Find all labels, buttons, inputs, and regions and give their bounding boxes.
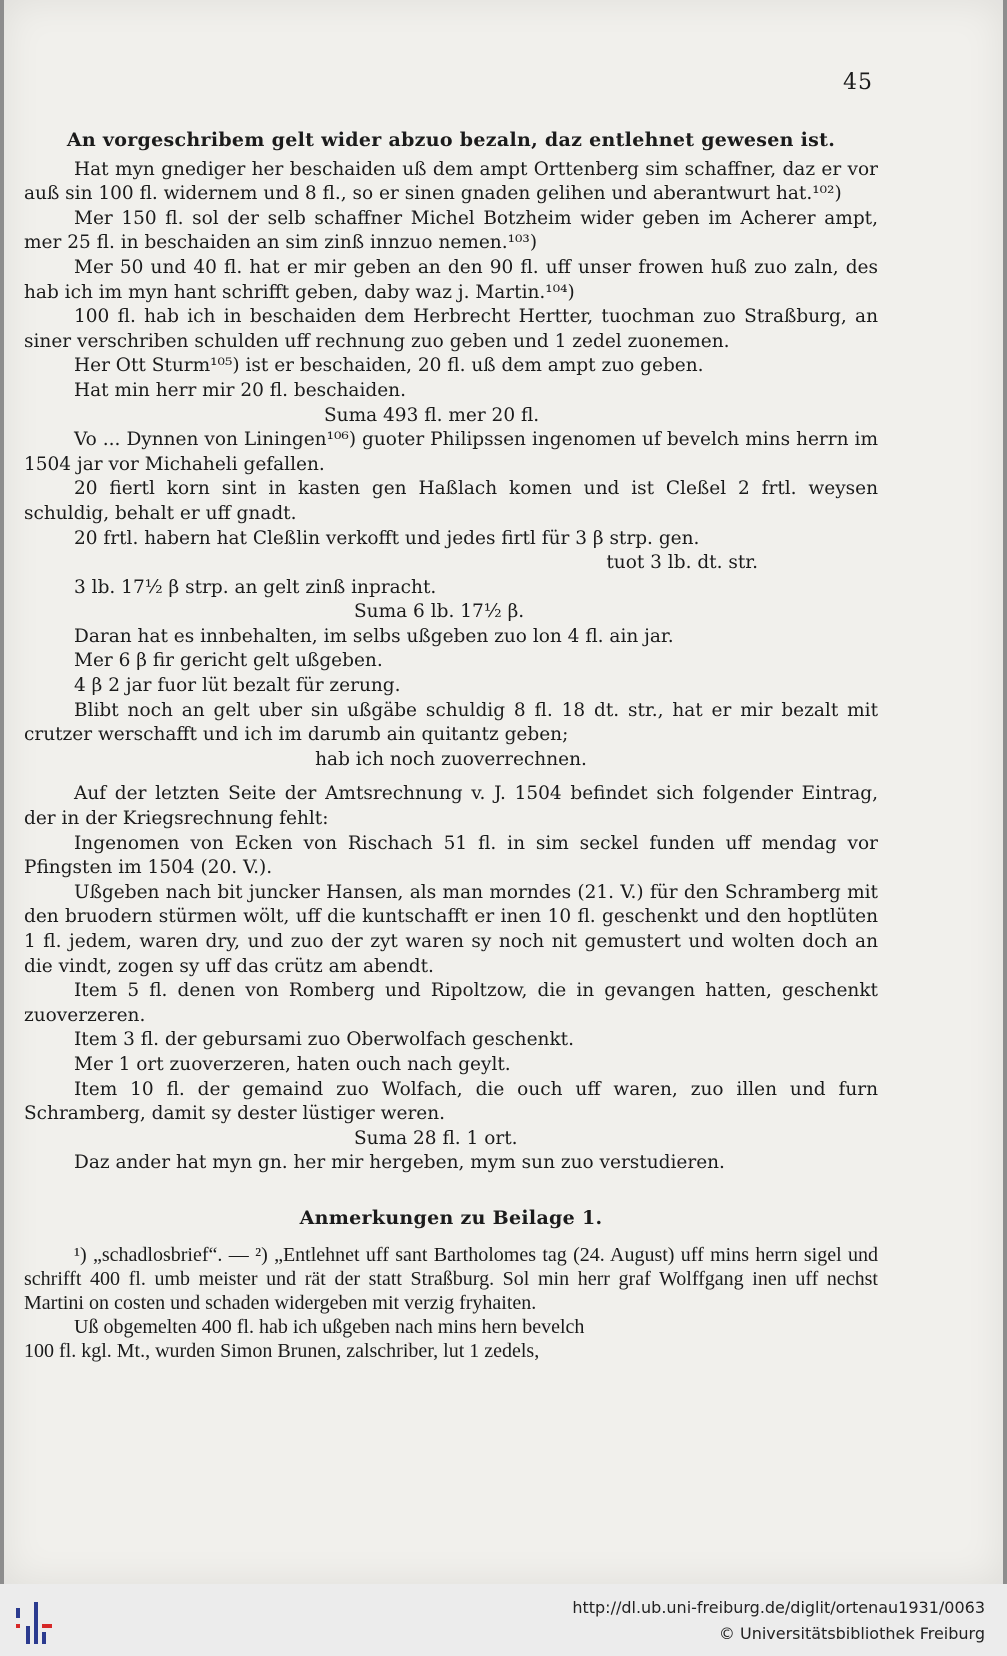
paragraph: Hat min herr mir 20 fl. beschaiden.	[74, 379, 406, 401]
paragraph: 20 frtl. habern hat Cleßlin verkofft und jedes firtl für 3 β strp. gen.	[74, 527, 700, 549]
paragraph: Ußgeben nach bit juncker Hansen, als man morndes (21. V.) für den Schramberg mit den bruodern stürmen wölt, uff die kuntschafft er inen 10 fl. geschenkt und den hoptlüten 1 fl. jedem, waren dry, und zuo der zyt waren sy noch nit gemustert und wolten doch an die vindt, zogen sy uff das crütz am abendt.	[24, 881, 878, 977]
paragraph: Hat myn gnediger her beschaiden uß dem ampt Orttenberg sim schaffner, daz er vor auß sin 100 fl. widernem und 8 fl., so er sinen gnaden gelihen und aberantwurt hat.¹⁰²)	[24, 158, 878, 205]
paragraph: Item 3 fl. der gebursami zuo Oberwolfach geschenkt.	[74, 1029, 574, 1051]
sum-line: Suma 493 fl. mer 20 fl.	[324, 404, 540, 426]
paragraph: 4 β 2 jar fuor lüt bezalt für zerung.	[74, 675, 401, 697]
footer-bar	[0, 1584, 1007, 1656]
paragraph: 3 lb. 17½ β strp. an gelt zinß inpracht.	[74, 576, 437, 598]
page-number: 45	[843, 70, 873, 95]
notes-heading: Anmerkungen zu Beilage 1.	[299, 1206, 603, 1229]
copyright-text: © Universitätsbibliothek Freiburg	[718, 1624, 985, 1643]
closing-line: hab ich noch zuoverrechnen.	[315, 748, 587, 770]
paragraph: Blibt noch an gelt uber sin ußgäbe schuldig 8 fl. 18 dt. str., hat er mir bezalt mit crutzer werschafft und ich im darumb ain quitantz geben;	[24, 699, 878, 746]
paragraph: Her Ott Sturm¹⁰⁵) ist er beschaiden, 20 fl. uß dem ampt zuo geben.	[74, 355, 704, 377]
paragraph: Auf der letzten Seite der Amtsrechnung v. J. 1504 befindet sich folgender Eintrag, der in der Kriegsrechnung fehlt:	[24, 783, 878, 830]
sum-line: Suma 6 lb. 17½ β.	[354, 601, 525, 623]
paragraph: Vo ... Dynnen von Liningen¹⁰⁶) guoter Philipssen ingenomen uf bevelch mins herrn im 1504 jar vor Michaheli gefallen.	[24, 429, 878, 475]
paragraph: 100 fl. hab ich in beschaiden dem Herbrecht Hertter, tuochman zuo Straßburg, an siner verschriben schulden uff rechnung zuo geben und 1 zedel zuonemen.	[24, 306, 878, 352]
source-url-link[interactable]: http://dl.ub.uni-freiburg.de/diglit/ortenau1931/0063	[572, 1598, 985, 1617]
ub-freiburg-logo-icon	[12, 1598, 62, 1648]
paragraph: Daran hat es innbehalten, im selbs ußgeben zuo lon 4 fl. ain jar.	[74, 625, 674, 647]
paragraph: Mer 6 β fir gericht gelt ußgeben.	[74, 650, 383, 672]
sum-line: Suma 28 fl. 1 ort.	[354, 1127, 518, 1149]
paragraph: Ingenomen von Ecken von Rischach 51 fl. in sim seckel funden uff mendag vor Pfingsten im 1504 (20. V.).	[24, 832, 878, 879]
tuot-line: tuot 3 lb. dt. str.	[606, 552, 758, 574]
paragraph: Item 10 fl. der gemaind zuo Wolfach, die ouch uff waren, zuo illen und furn Schramberg, damit sy dester lüstiger weren.	[24, 1078, 878, 1125]
section-heading: An vorgeschribem gelt wider abzuo bezaln, daz entlehnet gewesen ist.	[66, 129, 836, 151]
paragraph: Mer 1 ort zuoverzeren, haten ouch nach geylt.	[74, 1053, 511, 1075]
footnote: ¹) „schadlosbrief“. — ²) „Entlehnet uff sant Bartholomes tag (24. August) uff mins herrn sigel und schrifft 400 fl. umb meister und rät der statt Straßburg. Sol min herr graf Wolffgang inen uff nechst Martini on costen und schaden widergeben mit verzig fryhaiten.	[24, 1243, 878, 1314]
paragraph: Daz ander hat myn gn. her mir hergeben, mym sun zuo verstudieren.	[74, 1152, 725, 1174]
footnote: Uß obgemelten 400 fl. hab ich ußgeben nach mins hern bevelch	[74, 1315, 585, 1338]
paragraph: Mer 50 und 40 fl. hat er mir geben an den 90 fl. uff unser frowen huß zuo zaln, des hab ich im myn hant schrifft geben, daby waz j. Martin.¹⁰⁴)	[24, 256, 878, 303]
page-content	[24, 128, 878, 1363]
paragraph: 20 fiertl korn sint in kasten gen Haßlach komen und ist Cleßel 2 frtl. weysen schuldig, behalt er uff gnadt.	[24, 478, 878, 524]
document-page	[4, 0, 1003, 1584]
paragraph: Item 5 fl. denen von Romberg und Ripoltzow, die in gevangen hatten, geschenkt zuoverzeren.	[24, 980, 878, 1026]
footnote: 100 fl. kgl. Mt., wurden Simon Brunen, zalschriber, lut 1 zedels,	[24, 1339, 540, 1362]
footnotes	[24, 1243, 878, 1363]
paragraph: Mer 150 fl. sol der selb schaffner Michel Botzheim wider geben im Acherer ampt, mer 25 fl. in beschaiden an sim zinß innzuo nemen.¹⁰³)	[24, 207, 878, 254]
